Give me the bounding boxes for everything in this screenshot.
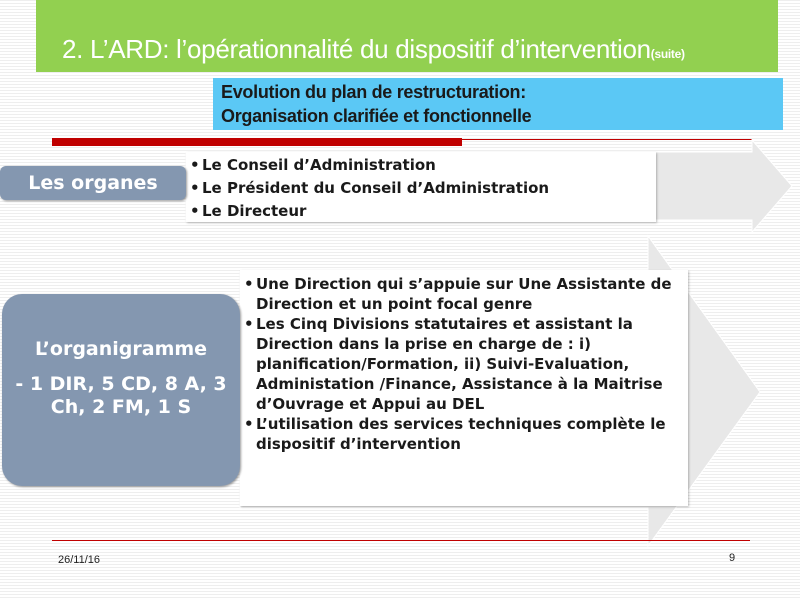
slide-title-main: 2. L’ARD: l’opérationnalité du dispositif d’intervention xyxy=(62,34,651,64)
list-item: • Une Direction qui s’appuie sur Une Assistante de Direction et un point focal genre xyxy=(244,275,672,313)
organigramme-label-box xyxy=(2,294,240,486)
organigramme-item-2: Les Cinq Divisions statutaires et assistant la Direction dans la prise en charge de : i) planification/Formation, ii) Suivi-Evaluation, Administation /Finance, Assistance à la Maitrise d’Ouvrage et Appui au DEL xyxy=(256,315,663,413)
list-item: • L’utilisation des services techniques complète le dispositif d’intervention xyxy=(244,415,666,453)
organes-item-3: Le Directeur xyxy=(202,202,307,220)
organes-list xyxy=(186,152,656,223)
organigramme-label: L’organigramme xyxy=(34,338,208,360)
list-item: • Le Conseil d’Administration xyxy=(190,156,436,174)
organigramme-item-3: L’utilisation des services techniques complète le dispositif d’intervention xyxy=(256,415,666,453)
subtitle-line-2: Organisation clarifiée et fonctionnelle xyxy=(221,106,532,126)
organes-item-1: Le Conseil d’Administration xyxy=(202,156,436,174)
list-item: • Le Président du Conseil d’Administration xyxy=(190,179,550,197)
slide-title-suffix: (suite) xyxy=(650,47,685,61)
footer-line xyxy=(52,540,750,541)
organes-panel xyxy=(186,152,656,222)
footer-date: 26/11/16 xyxy=(58,554,101,566)
list-item: • Le Directeur xyxy=(190,202,307,220)
subtitle-line-1: Evolution du plan de restructuration: xyxy=(221,82,526,102)
organes-item-2: Le Président du Conseil d’Administration xyxy=(202,179,550,197)
organigramme-panel xyxy=(240,270,688,506)
organigramme-item-1: Une Direction qui s’appuie sur Une Assistante de Direction et un point focal genre xyxy=(256,275,672,313)
organigramme-list xyxy=(240,270,688,454)
list-item: • Les Cinq Divisions statutaires et assistant la Direction dans la prise en charge de : i) planification/Formation, ii) Suivi-Evaluation, Administation /Finance, Assistance à la Maitrise d’Ouvrage et Appui au DEL xyxy=(244,315,663,413)
organigramme-detail: - 1 DIR, 5 CD, 8 A, 3 Ch, 2 FM, 1 S xyxy=(15,373,227,418)
page-number: 9 xyxy=(729,552,736,564)
organes-label: Les organes xyxy=(0,166,186,200)
